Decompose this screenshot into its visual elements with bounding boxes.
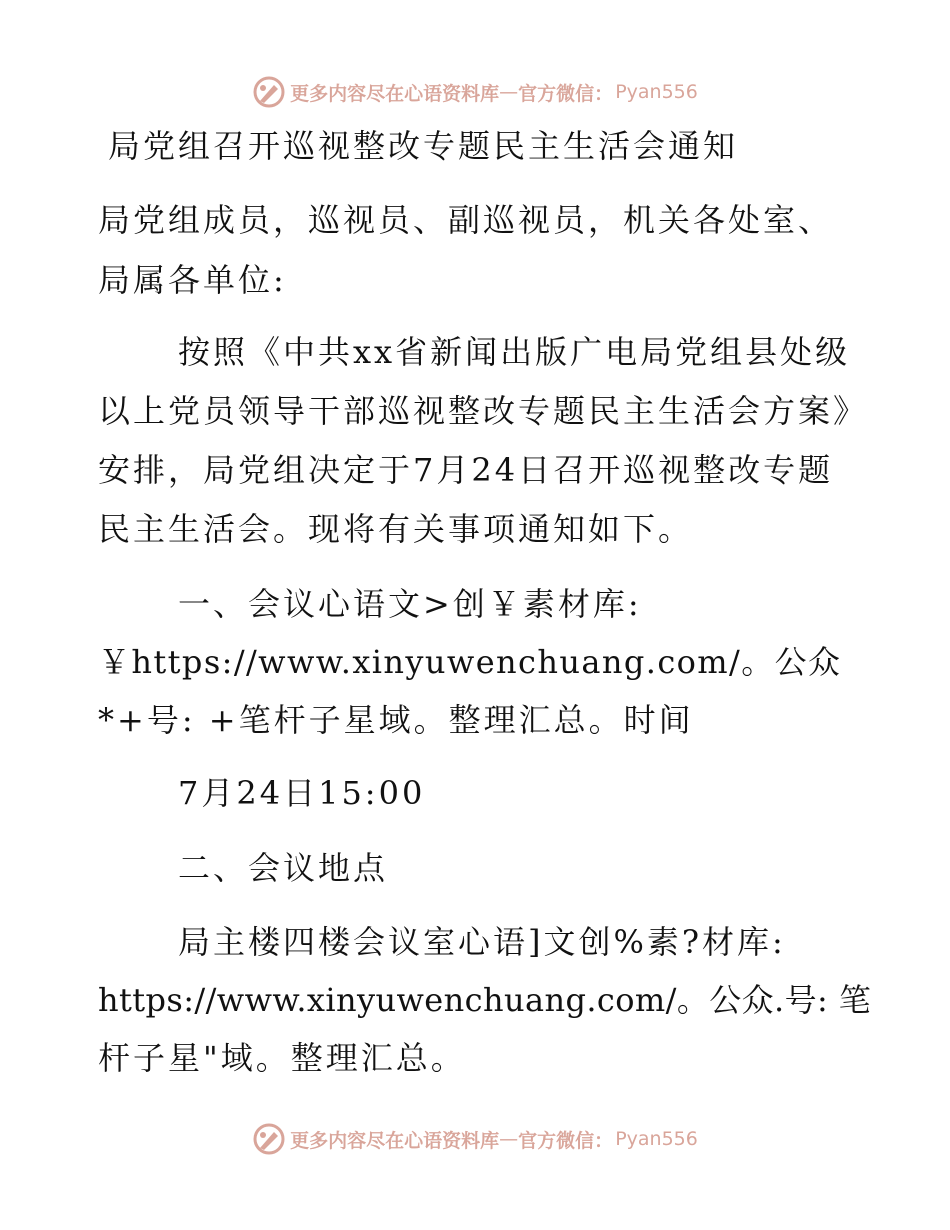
text-line: 二、会议地点 [178, 849, 389, 887]
text-line: 以上党员领导干部巡视整改专题民主生活会方案》 [98, 392, 869, 430]
text-line: 一、会议心语文>创￥素材库: [178, 585, 642, 623]
watermark-separator: — [499, 1128, 519, 1150]
text-line: 民主生活会。现将有关事项通知如下。 [98, 510, 694, 548]
pen-in-circle-logo-icon [252, 1122, 286, 1156]
watermark-account-id: Pyan556 [615, 81, 698, 103]
text-line: 局属各单位: [98, 261, 287, 299]
watermark-text: 更多内容尽在心语资料库 [290, 1129, 500, 1152]
pen-in-circle-logo-icon [252, 75, 286, 109]
watermark-account-id: Pyan556 [615, 1128, 698, 1150]
text-line: 安排，局党组决定于7月24日召开巡视整改专题 [98, 451, 834, 489]
text-line: 局党组成员，巡视员、副巡视员，机关各处室、 [98, 201, 834, 239]
footer-watermark [0, 1119, 950, 1159]
watermark-text: 更多内容尽在心语资料库 [290, 82, 500, 105]
text-line: *+号: +笔杆子星域。整理汇总。时间 [98, 701, 694, 739]
header-watermark [0, 72, 950, 112]
watermark-separator: — [499, 81, 519, 103]
text-line: ￥https://www.xinyuwenchuang.com/。公众 [98, 643, 842, 681]
text-line: 7月24日15:00 [178, 774, 426, 812]
text-line: 杆子星"域。整理汇总。 [98, 1039, 466, 1077]
watermark-account-label: 官方微信： [518, 82, 614, 105]
document-title: 局党组召开巡视整改专题民主生活会通知 [108, 127, 739, 165]
text-line: 按照《中共xx省新闻出版广电局党组县处级 [178, 333, 851, 371]
watermark-account-label: 官方微信： [518, 1129, 614, 1152]
text-line: https://www.xinyuwenchuang.com/。公众.号: 笔 [98, 981, 872, 1019]
text-line: 局主楼四楼会议室心语]文创%素?材库: [178, 923, 786, 961]
